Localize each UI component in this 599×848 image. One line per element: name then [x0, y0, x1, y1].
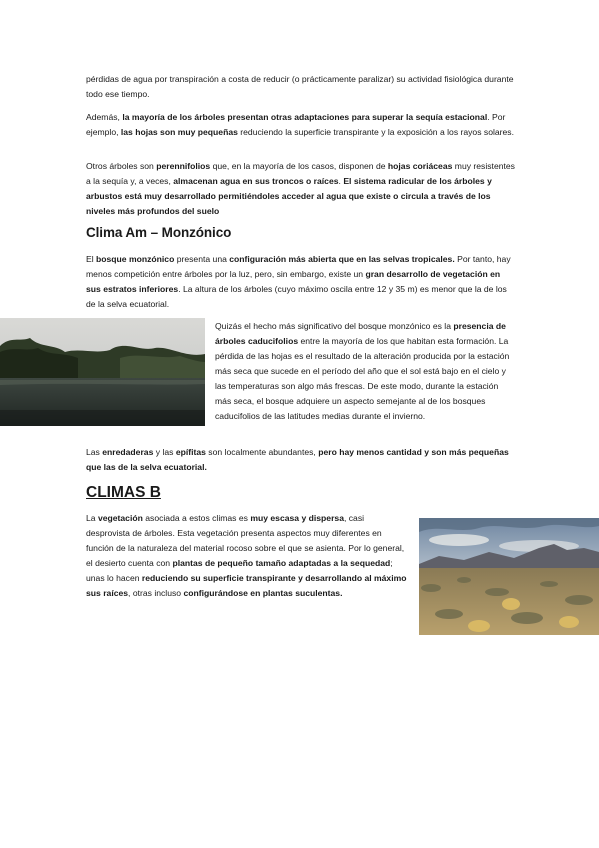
bold-text: muy escasa y dispersa	[250, 513, 344, 523]
text: El	[86, 254, 97, 264]
bold-text: la mayoría de los árboles presentan otras adaptaciones para superar la sequía estacional	[122, 112, 488, 122]
bold-text: las hojas son muy pequeñas	[120, 127, 238, 137]
paragraph-perennifolios	[86, 159, 516, 219]
bold-text: configuración más abierta que en las selvas tropicales.	[229, 254, 455, 264]
bold-text: almacenan agua en sus troncos o raíces	[173, 176, 339, 186]
text: pérdidas de agua por transpiración a costa de reducir (o prácticamente paralizar) su actividad fisiológica durante todo ese tiempo.	[86, 74, 514, 99]
paragraph-vegetacion-desierto	[86, 511, 408, 601]
bold-text: configurándose en plantas suculentas.	[183, 588, 343, 598]
text: asociada a estos climas es	[142, 513, 251, 523]
bold-text: epífitas	[175, 447, 206, 457]
paragraph-bosque-monzonico	[86, 252, 516, 312]
bold-text: El sistema radicular de los árboles y arbustos está muy desarrollado permitiéndoles acceder al agua que existe o circula a través de los niveles más profundos del suelo	[86, 176, 492, 216]
text: ; unas lo hacen	[86, 558, 393, 583]
bold-text: hojas coriáceas	[387, 161, 453, 171]
text: . Por ejemplo,	[86, 112, 506, 137]
bold-text: gran desarrollo de vegetación en sus estratos inferiores	[86, 269, 501, 294]
text: Las	[86, 447, 103, 457]
monsoon-forest-lake-photo	[0, 318, 205, 426]
text: son localmente abundantes,	[205, 447, 319, 457]
bold-text: bosque monzónico	[96, 254, 175, 264]
text: entre la mayoría de los que habitan esta formación. La pérdida de las hojas es el resultado de la alteración producida por la estación más seca que sucede en el período del año que el sol está bajo en el cielo y las temperaturas son algo más frescas. De este modo, durante la estación más seca, el bosque adquiere un aspecto semejante al de los bosques caducifolios de las latitudes medias durante el invierno.	[215, 336, 510, 421]
bold-text: vegetación	[97, 513, 143, 523]
bold-text: pero hay menos cantidad y son más pequeñas que las de la selva ecuatorial.	[86, 447, 509, 472]
desert-landscape-photo	[419, 518, 599, 635]
text: Quizás el hecho más significativo del bosque monzónico es la	[215, 321, 454, 331]
bold-text: plantas de pequeño tamaño adaptadas a la sequedad	[172, 558, 391, 568]
text: Otros árboles son	[86, 161, 157, 171]
text: .	[338, 176, 344, 186]
text: , casi desprovista de árboles. Esta vegetación presenta aspectos muy diferentes en función de la naturaleza del material rocoso sobre el que se asienta. Por lo general, el desierto cuenta con	[86, 513, 405, 568]
text: . La altura de los árboles (cuyo máximo oscila entre 12 y 35 m) es menor que la de los de la selva ecuatorial.	[86, 284, 507, 309]
bold-text: enredaderas	[102, 447, 154, 457]
section-heading-climas-b: CLIMAS B	[86, 484, 161, 501]
bold-text: reduciendo su superficie transpirante y desarrollando al máximo sus raíces	[86, 573, 407, 598]
text: reduciendo la superficie transpirante y la exposición a los rayos solares.	[237, 127, 514, 137]
text: presenta una	[174, 254, 230, 264]
text: muy resistentes a la sequía y, a veces,	[86, 161, 515, 186]
text: y las	[153, 447, 176, 457]
paragraph-caducifolios	[215, 319, 515, 424]
bold-text: presencia de árboles caducifolios	[215, 321, 506, 346]
bold-text: perennifolios	[156, 161, 211, 171]
paragraph-adaptations	[86, 110, 516, 140]
paragraph-enredaderas	[86, 445, 516, 475]
text: Por tanto, hay menos competición entre árboles por la luz, pero, sin embargo, existe un	[86, 254, 511, 279]
text: Además,	[86, 112, 123, 122]
text: que, en la mayoría de los casos, disponen de	[210, 161, 388, 171]
text: , otras incluso	[128, 588, 184, 598]
section-heading-clima-am: Clima Am – Monzónico	[86, 225, 232, 240]
text: La	[86, 513, 98, 523]
paragraph-transpiration	[86, 72, 516, 102]
